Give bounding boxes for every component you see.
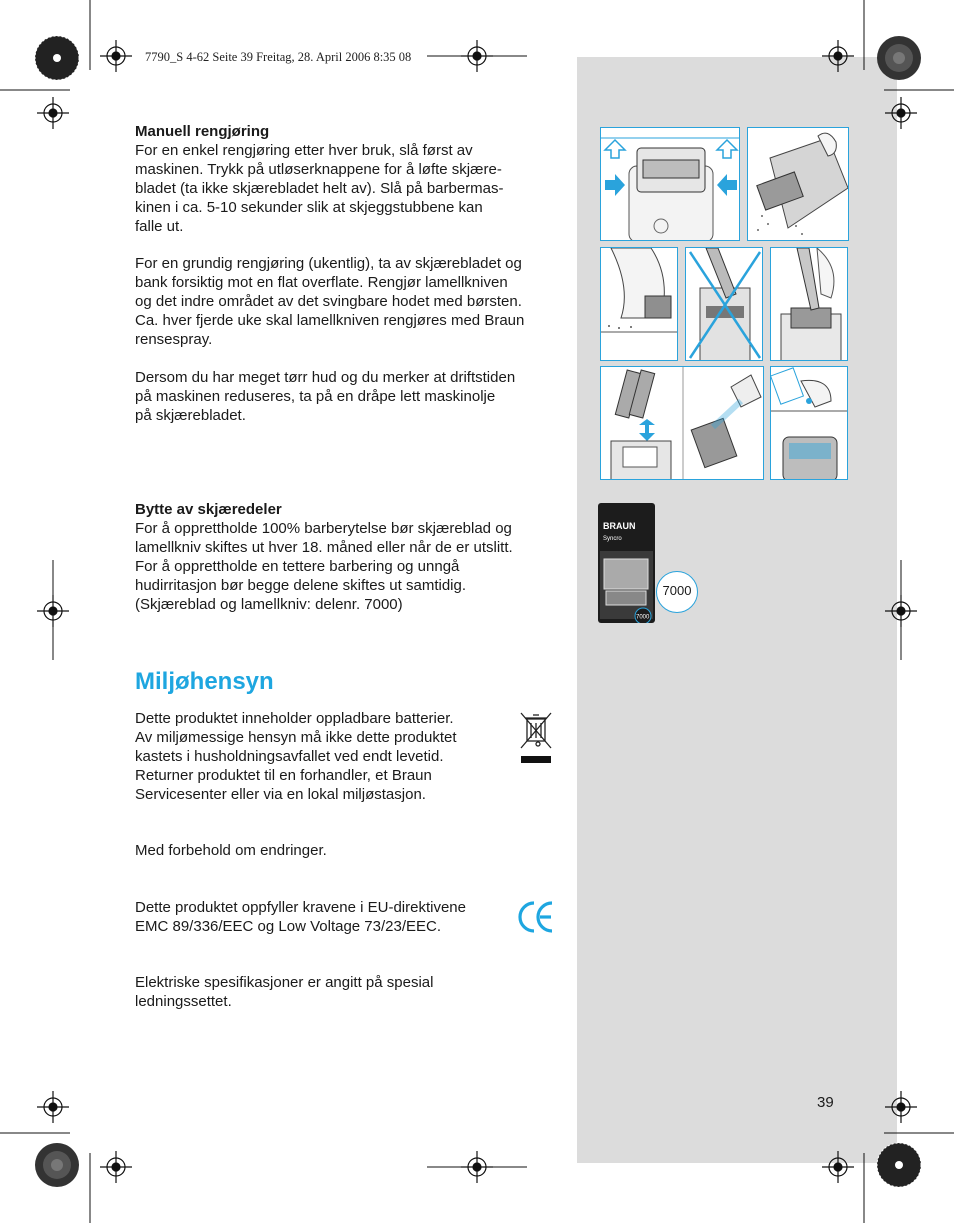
illustration-release-foil	[600, 127, 740, 241]
page-number: 39	[817, 1094, 834, 1111]
pack-number-small: 7000	[636, 614, 650, 621]
reservation-note: Med forbehold om endringer.	[135, 842, 327, 859]
printer-slug-line: 7790_S 4-62 Seite 39 Freitag, 28. April 2006 8:35 08	[145, 50, 412, 64]
environment-heading: Miljøhensyn	[135, 668, 274, 695]
illustration-brush-cutter	[770, 247, 848, 361]
pack-brand: BRAUN	[603, 521, 636, 531]
illustration-remove-spray-cutter	[600, 366, 764, 480]
illustration-do-not-brush-foil	[685, 247, 763, 361]
illustration-shaver-on	[747, 127, 849, 241]
manual-cleaning-para-1: For en enkel rengjøring etter hver bruk, slå først av maskinen. Trykk på utløserknappene for å løfte skjære- bladet (ta ikke skjærebladet helt av). Slå på barbermas- kinen i ca. 5-10 sekunder slik at skjeggstubbene kan falle ut.	[135, 142, 504, 235]
part-number-label: 7000	[662, 583, 692, 598]
ce-mark-icon	[516, 898, 556, 936]
manual-cleaning-para-3: Dersom du har meget tørr hud og du merker at driftstiden på maskinen reduseres, ta på en dråpe lett maskinolje på skjærebladet.	[135, 369, 516, 424]
replace-parts-body: For å opprettholde 100% barberytelse bør skjæreblad og lamellkniv skiftes ut hver 18. måned eller når de er utslitt. For å opprettholde en tettere barbering og unngå hudirritasjon bør begge delene skiftes ut samtidig. (Skjæreblad og lamellkniv: delenr. 7000)	[135, 520, 513, 613]
electrical-specs-text: Elektriske spesifikasjoner er angitt på spesial ledningssettet.	[135, 974, 434, 1010]
pack-series: Syncro	[603, 536, 622, 542]
replace-parts-title: Bytte av skjæredeler	[135, 501, 282, 518]
environment-body: Dette produktet inneholder oppladbare batterier. Av miljømessige hensyn må ikke dette produktet kastets i husholdningsavfallet ved endt levetid. Returner produktet til en forhandler, et Braun Servicesenter eller via en lokal miljøstasjon.	[135, 710, 457, 803]
illustration-tap-foil	[600, 247, 678, 361]
crossed-out-bin-icon	[516, 710, 556, 766]
compliance-text: Dette produktet oppfyller kravene i EU-direktivene EMC 89/336/EEC og Low Voltage 73/23/EEC.	[135, 899, 466, 935]
manual-cleaning-title: Manuell rengjøring	[135, 123, 270, 140]
illustration-oil-foil	[770, 366, 848, 480]
replacement-pack-illustration	[598, 503, 655, 623]
manual-cleaning-para-2: For en grundig rengjøring (ukentlig), ta av skjærebladet og bank forsiktig mot en flat overflate. Rengjør lamellkniven og det indre området av det svingbare hodet med børsten. Ca. hver fjerde uke skal lamellkniven rengjøres med Braun rensespray.	[135, 255, 525, 348]
